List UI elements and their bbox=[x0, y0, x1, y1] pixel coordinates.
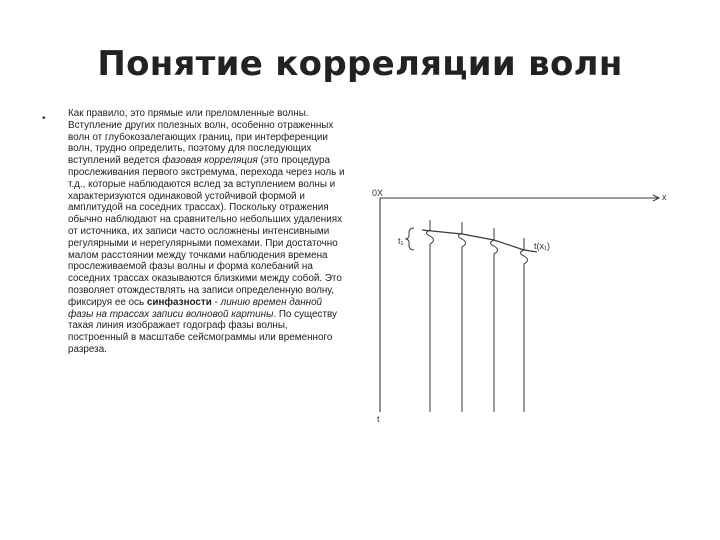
tx-label: t(x₁) bbox=[534, 241, 551, 251]
seismic-trace-1 bbox=[427, 220, 434, 412]
t-axis-label: t bbox=[377, 414, 380, 424]
text-part-2: (это процедура прослеживания первого экстремума, перехода через ноль и т.д., которые наблюдаются вслед за вступлением волны и характеризуются одинаковой устойчивой формой и амплитудой на соседних трассах). Поскольку отражения обычно наблюдают на сравнительно небольших удалениях от источника, их записи часто осложнены интенсивными регулярными и нерегулярными помехами. При достаточно малом расстоянии между точками наблюдения времена прослеживаемой фазы волны и форма колебаний на соседних трассах оказываются близкими между собой. Это позволяет отождествлять на записи определенную волну, фиксируя ее ось bbox=[68, 155, 345, 308]
sinphase-definition: линию времен данной фазы на трассах записи волновой картины bbox=[68, 296, 323, 320]
seismogram-svg bbox=[362, 180, 682, 430]
text-part-3: . По существу такая линия изображает годограф фазы волны, построенный в масштабе сейсмограммы или временного разреза. bbox=[68, 308, 337, 355]
body-paragraph bbox=[68, 108, 350, 356]
text-dash: - bbox=[211, 296, 221, 308]
phase-correlation-term: фазовая корреляция bbox=[162, 155, 258, 167]
x-axis-label: x bbox=[662, 192, 667, 202]
seismogram-figure bbox=[362, 180, 682, 430]
t1-bracket bbox=[406, 228, 414, 250]
seismic-trace-4 bbox=[521, 238, 528, 412]
t1-label: t₁ bbox=[398, 236, 404, 246]
text-part-1: Как правило, это прямые или преломленные волны. Вступление других полезных волн, особенно отраженных волн от глубокозалегающих границ, при интерференции волн, трудно определить, поэтому для последующих вступлений ведется bbox=[68, 108, 334, 167]
bullet-marker: • bbox=[42, 113, 46, 124]
sinphase-term: синфазности bbox=[146, 296, 212, 308]
sinphase-axis-line bbox=[422, 230, 537, 252]
seismic-trace-2 bbox=[459, 222, 466, 412]
slide-title: Понятие корреляции волн bbox=[97, 44, 623, 84]
seismic-trace-3 bbox=[491, 228, 498, 412]
origin-label: 0X bbox=[372, 188, 384, 198]
